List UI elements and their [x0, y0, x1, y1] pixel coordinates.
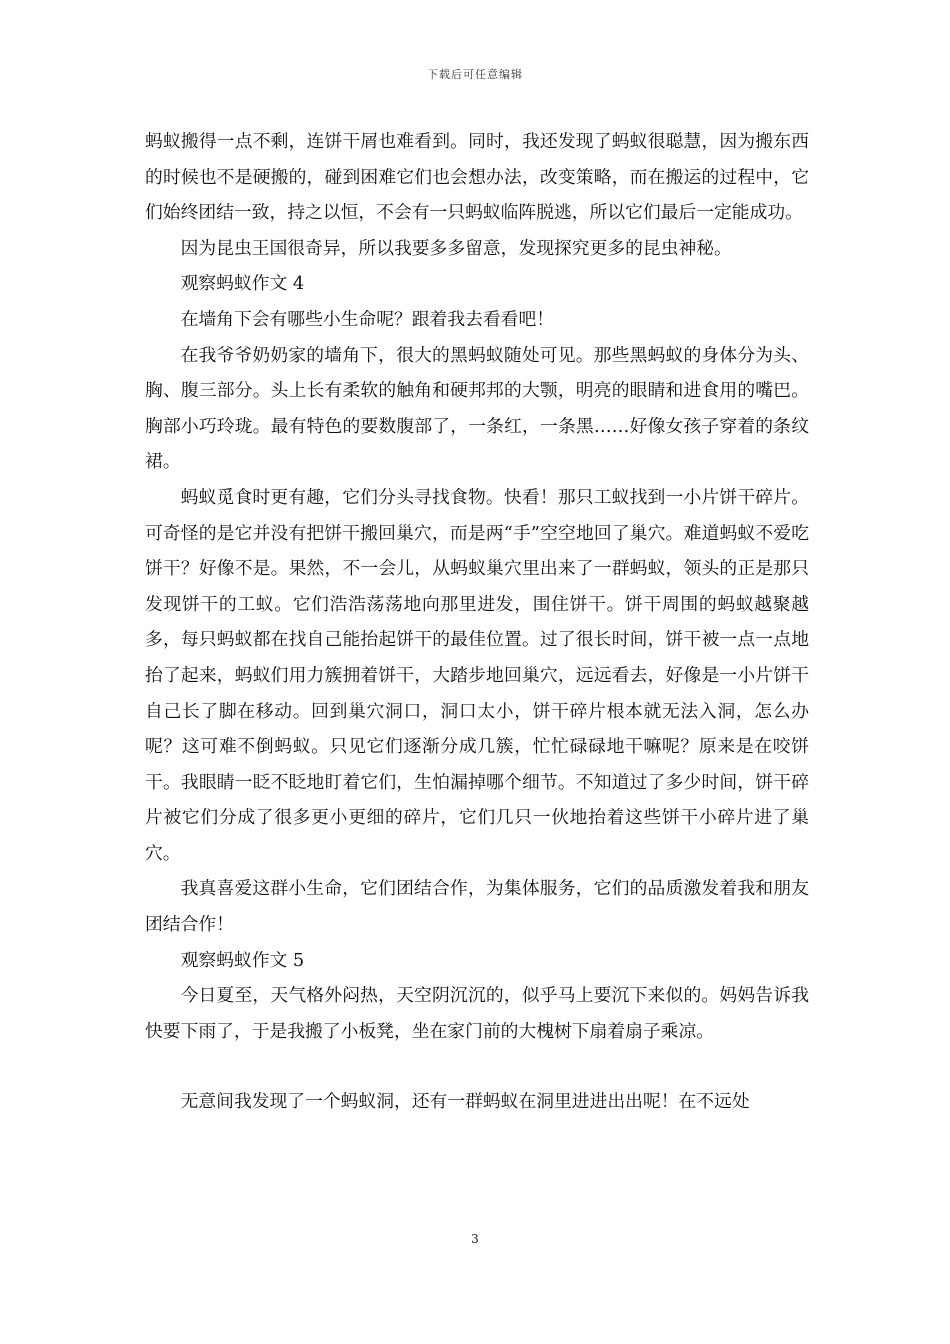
- page-number: 3: [471, 1232, 479, 1246]
- paragraph-continuation: 蚂蚁搬得一点不剩，连饼干屑也难看到。同时，我还发现了蚂蚁很聪慧，因为搬东西的时候也不是硬搬的，碰到困难它们也会想办法，改变策略，而在搬运的过程中，它们始终团结一致，持之以恒，不会有一只蚂蚁临阵脱逃，所以它们最后一定能成功。: [145, 131, 809, 224]
- paragraph: 蚂蚁觅食时更有趣，它们分头寻找食物。快看！那只工蚁找到一小片饼干碎片。可奇怪的是它并没有把饼干搬回巢穴，而是两“手”空空地回了巢穴。难道蚂蚁不爱吃饼干？好像不是。果然，不一会儿，从蚂蚁巢穴里出来了一群蚂蚁，领头的正是那只发现饼干的工蚁。它们浩浩荡荡地向那里进发，围住饼干。饼干周围的蚂蚁越聚越多，每只蚂蚁都在找自己能抬起饼干的最佳位置。过了很长时间，饼干被一点一点地抬了起来，蚂蚁们用力簇拥着饼干，大踏步地回巢穴，远远看去，好像是一小片饼干自己长了脚在移动。回到巢穴洞口，洞口太小，饼干碎片根本就无法入洞，怎么办呢？这可难不倒蚂蚁。只见它们逐渐分成几簇，忙忙碌碌地干嘛呢？原来是在咬饼干。我眼睛一眨不眨地盯着它们，生怕漏掉哪个细节。不知道过了多少时间，饼干碎片被它们分成了很多更小更细的碎片，它们几只一伙地抬着这些饼干小碎片进了巢穴。: [145, 486, 809, 864]
- paragraph: 因为昆虫王国很奇异，所以我要多多留意，发现探究更多的昆虫神秘。: [180, 237, 732, 259]
- paragraph: 在墙角下会有哪些小生命呢？跟着我去看看吧！: [180, 308, 555, 330]
- paragraph: 在我爷爷奶奶家的墙角下，很大的黑蚂蚁随处可见。那些黑蚂蚁的身体分为头、胸、腹三部分。头上长有柔软的触角和硬邦邦的大颚，明亮的眼睛和进食用的嘴巴。胸部小巧玲珑。最有特色的要数腹部了，一条红，一条黑……好像女孩子穿着的条纹裙。: [145, 344, 809, 473]
- document-body: [145, 124, 809, 1120]
- page-header: 下载后可任意编辑: [427, 68, 523, 81]
- paragraph: 无意间我发现了一个蚂蚁洞，还有一群蚂蚁在洞里进进出出呢！在不远处: [180, 1091, 750, 1113]
- section-title: 观察蚂蚁作文 5: [180, 949, 305, 971]
- paragraph: 我真喜爱这群小生命，它们团结合作，为集体服务，它们的品质激发着我和朋友团结合作！: [145, 878, 809, 936]
- section-title: 观察蚂蚁作文 4: [180, 273, 305, 295]
- paragraph: 今日夏至，天气格外闷热，天空阴沉沉的，似乎马上要沉下来似的。妈妈告诉我快要下雨了，于是我搬了小板凳，坐在家门前的大槐树下扇着扇子乘凉。: [145, 985, 809, 1042]
